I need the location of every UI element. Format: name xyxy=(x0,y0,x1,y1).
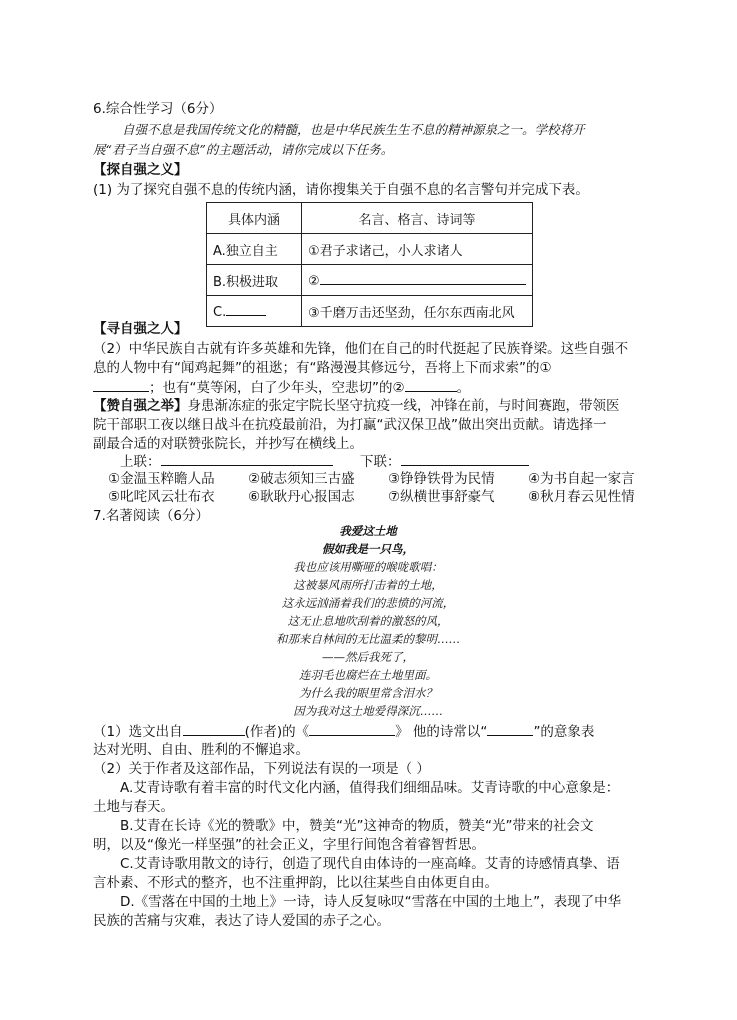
table-cell: ③千磨万击还坚劲，任尔东西南北风 xyxy=(302,296,533,327)
table-header-row xyxy=(207,203,533,234)
section2-heading: 【寻自强之人】 xyxy=(93,321,188,337)
q7-part1-text: 》 他的诗常以“ xyxy=(395,724,488,740)
upper-couplet-blank[interactable] xyxy=(161,452,333,466)
option-c-line1: C.艾青诗歌用散文的诗行，创造了现代自由体诗的一座高峰。艾青的诗感情真挚、语 xyxy=(120,856,620,872)
section2-line3-end: 。 xyxy=(456,380,471,396)
option-6: ⑥耿耿丹心报国志 xyxy=(248,489,355,505)
poem-line: ——然后我死了， xyxy=(322,650,414,664)
book-title-blank[interactable] xyxy=(309,722,395,736)
q6-intro-line2: 展“君子当自强不息”的主题活动，请你完成以下任务。 xyxy=(93,142,394,157)
option-b-line2: 明，以及“像光一样坚强”的社会正义，字里行间饱含着睿智哲思。 xyxy=(93,837,485,853)
lower-couplet xyxy=(360,452,529,471)
q7-part2-question: （2）关于作者及这部作品，下列说法有误的一项是（ ） xyxy=(93,761,430,777)
author-blank[interactable] xyxy=(183,722,245,736)
table-row xyxy=(207,265,533,296)
option-1: ①金温玉粹瞻人品 xyxy=(108,471,215,487)
poem-line: 为什么我的眼里常含泪水？ xyxy=(299,686,437,700)
section3-text: 身患渐冻症的张定宇院长坚守抗疫一线，冲锋在前，与时间赛跑，带领医 xyxy=(187,398,620,414)
table-row xyxy=(207,296,533,327)
section2-line2: 息的人物中有“闻鸡起舞”的祖逖；有“路漫漫其修远兮，吾将上下而求索”的① xyxy=(93,360,552,376)
poem-line: 我也应该用嘶哑的喉咙歌唱： xyxy=(293,560,443,574)
table-header-cell: 名言、格言、诗词等 xyxy=(302,203,533,234)
q7-title: 7.名著阅读（6分） xyxy=(93,508,209,524)
section3-heading: 【赞自强之举】 xyxy=(93,398,188,414)
poem-line: 这无止息地吹刮着的激怒的风， xyxy=(287,614,449,628)
q7-part1-line1 xyxy=(93,722,594,741)
section2-line3-text: ；也有“莫等闲，白了少年头，空悲切”的② xyxy=(149,380,405,396)
table-cell: A.独立自主 xyxy=(207,234,302,265)
section2-line1: （2）中华民族自古就有许多英雄和先锋，他们在自己的时代挺起了民族脊梁。这些自强不 xyxy=(93,341,629,357)
table-cell-blank[interactable] xyxy=(302,265,533,296)
option-a-line1: A.艾青诗歌有着丰富的时代文化内涵，值得我们细细品味。艾青诗歌的中心意象是： xyxy=(120,780,620,796)
table-cell-label: ② xyxy=(308,274,320,289)
upper-couplet xyxy=(120,452,333,471)
poem-line: 连羽毛也腐烂在土地里面。 xyxy=(299,668,437,682)
poem-line: 这永远汹涌着我们的悲愤的河流， xyxy=(281,596,455,610)
q6-intro-line1: 自强不息是我国传统文化的精髓，也是中华民族生生不息的精神源泉之一。学校将开 xyxy=(122,122,585,137)
option-b-line1: B.艾青在长诗《光的赞歌》中，赞美“光”这神奇的物质，赞美“光”带来的社会文 xyxy=(120,818,594,834)
section3-line3: 副最合适的对联赞张院长，并抄写在横线上。 xyxy=(93,436,363,452)
poem-line: 这被暴风雨所打击着的土地， xyxy=(293,578,443,592)
answer-blank[interactable] xyxy=(405,378,457,392)
table-cell: ①君子求诸己，小人求诸人 xyxy=(302,234,533,265)
q7-part1-line2: 达对光明、自由、胜利的不懈追求。 xyxy=(93,742,309,758)
answer-blank[interactable] xyxy=(320,271,526,285)
poem-line: 和那来自林间的无比温柔的黎明…… xyxy=(276,632,460,646)
option-2: ②破志须知三古盛 xyxy=(248,471,355,487)
section2-line3 xyxy=(93,378,470,397)
imagery-blank[interactable] xyxy=(487,722,533,736)
lower-couplet-blank[interactable] xyxy=(401,452,529,466)
option-5: ⑤叱咤风云壮布衣 xyxy=(108,489,215,505)
q7-part1-text: (作者)的《 xyxy=(244,724,310,740)
section3-line2: 院干部职工夜以继日战斗在抗疫最前沿，为打赢“武汉保卫战”做出突出贡献。请选择一 xyxy=(93,417,607,433)
answer-blank[interactable] xyxy=(226,302,266,316)
q7-part1-text: （1）选文出自 xyxy=(93,724,183,740)
section3-line1 xyxy=(93,397,620,415)
poem-line: 因为我对这土地爱得深沉…… xyxy=(293,704,443,718)
option-8: ⑧秋月春云见性情 xyxy=(528,489,635,505)
option-7: ⑦纵横世事舒豪气 xyxy=(388,489,495,505)
poem-line: 假如我是一只鸟， xyxy=(322,542,414,556)
q7-part1-text: ”的意象表 xyxy=(533,724,595,740)
q6-title: 6.综合性学习（6分） xyxy=(93,101,223,117)
section1-heading: 【探自强之义】 xyxy=(93,162,188,178)
option-4: ④为书自起一家言 xyxy=(528,471,635,487)
lower-couplet-label: 下联： xyxy=(360,454,401,470)
table-row xyxy=(207,234,533,265)
table-header-cell: 具体内涵 xyxy=(207,203,302,234)
option-a-line2: 土地与春天。 xyxy=(93,799,174,815)
table-cell-label: C. xyxy=(213,305,227,320)
table-cell-blank[interactable] xyxy=(207,296,302,327)
option-3: ③铮铮铁骨为民情 xyxy=(388,471,495,487)
option-d-line2: 民族的苦痛与灾难，表达了诗人爱国的赤子之心。 xyxy=(93,913,390,929)
section1-question: (1) 为了探究自强不息的传统内涵，请你搜集关于自强不息的名言警句并完成下表。 xyxy=(93,182,589,198)
poem-title: 我爱这土地 xyxy=(339,524,397,538)
option-d-line1: D.《雪落在中国的土地上》一诗，诗人反复咏叹“雪落在中国的土地上”，表现了中华 xyxy=(120,894,622,910)
motto-table xyxy=(206,202,533,327)
upper-couplet-label: 上联： xyxy=(120,454,161,470)
answer-blank[interactable] xyxy=(93,378,149,392)
table-cell: B.积极进取 xyxy=(207,265,302,296)
option-c-line2: 言朴素、不形式的整齐，也不注重押韵，比以往某些自由体更自由。 xyxy=(93,875,498,891)
